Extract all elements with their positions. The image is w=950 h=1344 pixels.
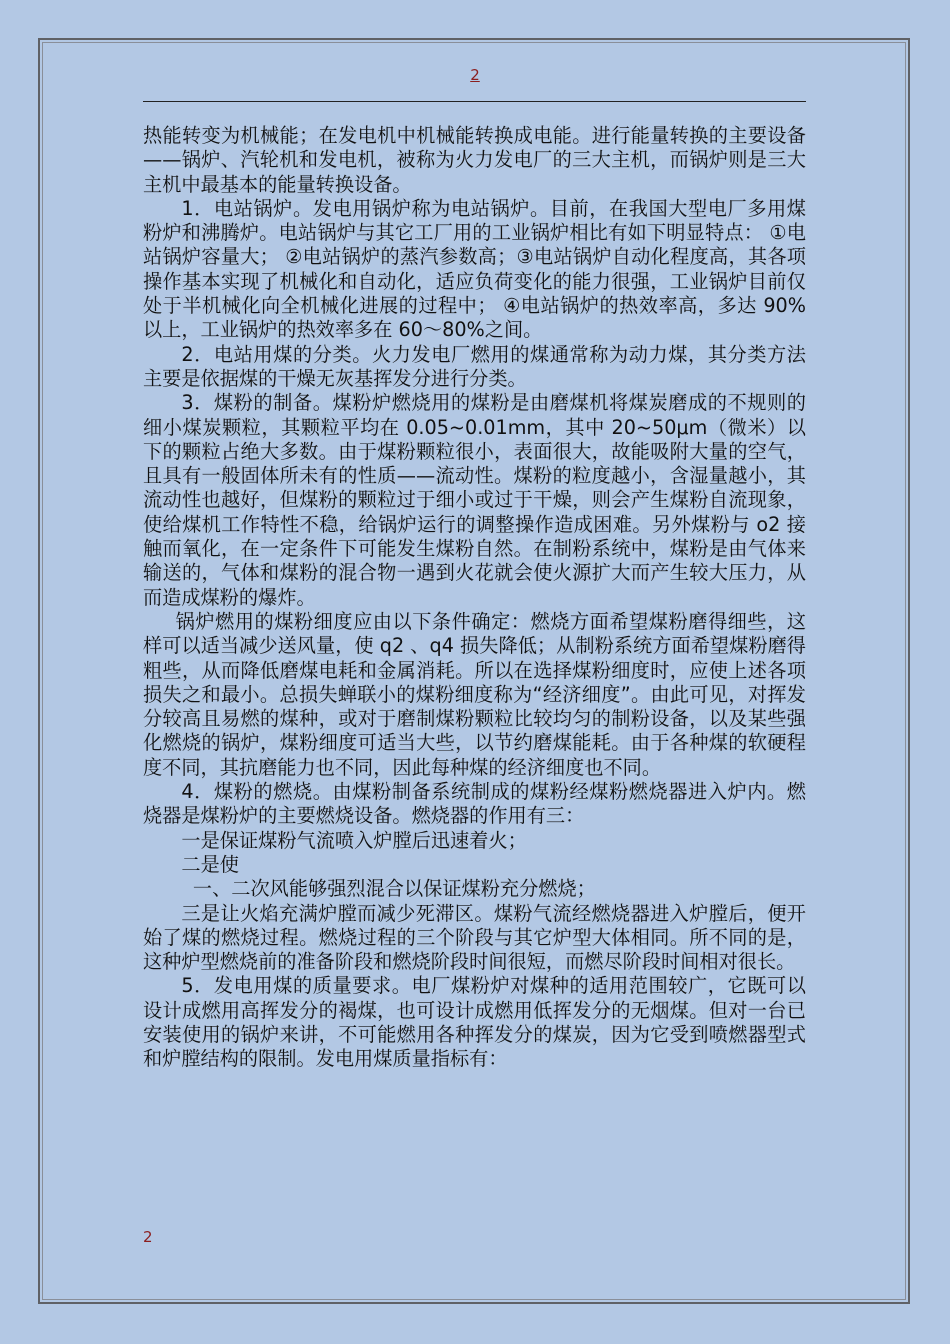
paragraph-pulverized-coal-preparation: 3．煤粉的制备。煤粉炉燃烧用的煤粉是由磨煤机将煤炭磨成的不规则的细小煤炭颗粒，其颗粒平均在 0.05~0.01mm，其中 20~50μm（微米）以下的颗粒占绝大多数。由于煤粉颗粒很小，表面很大，故能吸附大量的空气，且具有一般固体所未有的性质——流动性。煤粉的粒度越小，含湿量越小，其流动性也越好，但煤粉的颗粒过于细小或过于干燥，则会产生煤粉自流现象，使给煤机工作特性不稳，给锅炉运行的调整操作造成困难。另外煤粉与 o2 接触而氧化，在一定条件下可能发生煤粉自然。在制粉系统中，煤粉是由气体来输送的，气体和煤粉的混合物一遇到火花就会使火源扩大而产生较大压力，从而造成煤粉的爆炸。 (143, 391, 806, 609)
paragraph-burner-function-3: 三是让火焰充满炉膛而减少死滞区。煤粉气流经燃烧器进入炉膛后，便开始了煤的燃烧过程。燃烧过程的三个阶段与其它炉型大体相同。所不同的是，这种炉型燃烧前的准备阶段和燃烧阶段时间很短，而燃尽阶段时间相对很长。 (143, 901, 806, 974)
document-body (143, 124, 806, 1072)
paragraph-coal-classification: 2．电站用煤的分类。火力发电厂燃用的煤通常称为动力煤，其分类方法主要是依据煤的干燥无灰基挥发分进行分类。 (143, 342, 806, 390)
paragraph-burner-function-2-start: 二是使 (181, 852, 239, 876)
paragraph-coal-fineness: 锅炉燃用的煤粉细度应由以下条件确定：燃烧方面希望煤粉磨得细些，这样可以适当减少送风量，使 q2 、q4 损失降低；从制粉系统方面希望煤粉磨得粗些，从而降低磨煤电耗和金属消耗。所以在选择煤粉细度时，应使上述各项损失之和最小。总损失蝉联小的煤粉细度称为“经济细度”。由此可见，对挥发分较高且易燃的煤种，或对于磨制煤粉颗粒比较均匀的制粉设备，以及某些强化燃烧的锅炉，煤粉细度可适当大些，以节约磨煤能耗。由于各种煤的软硬程度不同，其抗磨能力也不同，因此每种煤的经济细度也不同。 (143, 609, 806, 779)
paragraph-burner-function-1: 一是保证煤粉气流喷入炉膛后迅速着火； (181, 828, 527, 852)
footer-page-number: 2 (143, 1228, 153, 1246)
header-divider (143, 101, 806, 102)
paragraph-power-boiler: 1．电站锅炉。发电用锅炉称为电站锅炉。目前，在我国大型电厂多用煤粉炉和沸腾炉。电站锅炉与其它工厂用的工业锅炉相比有如下明显特点： ①电站锅炉容量大； ②电站锅炉的蒸汽参数高；③电站锅炉自动化程度高，其各项操作基本实现了机械化和自动化，适应负荷变化的能力很强，工业锅炉目前仅处于半机械化向全机械化进展的过程中； ④电站锅炉的热效率高，多达 90%以上，工业锅炉的热效率多在 60～80%之间。 (143, 196, 806, 342)
paragraph-coal-combustion: 4．煤粉的燃烧。由煤粉制备系统制成的煤粉经煤粉燃烧器进入炉内。燃烧器是煤粉炉的主要燃烧设备。燃烧器的作用有三： (143, 780, 806, 828)
header-page-number: 2 (470, 66, 480, 84)
paragraph-burner-function-2: 一、二次风能够强烈混合以保证煤粉充分燃烧； (192, 877, 596, 901)
paragraph-coal-quality: 5．发电用煤的质量要求。电厂煤粉炉对煤种的适用范围较广，它既可以设计成燃用高挥发分的褐煤，也可设计成燃用低挥发分的无烟煤。但对一台已安装使用的锅炉来讲，不可能燃用各种挥发分的煤炭，因为它受到喷燃器型式和炉膛结构的限制。发电用煤质量指标有： (143, 974, 806, 1071)
paragraph-intro: 热能转变为机械能；在发电机中机械能转换成电能。进行能量转换的主要设备——锅炉、汽轮机和发电机，被称为火力发电厂的三大主机，而锅炉则是三大主机中最基本的能量转换设备。 (143, 124, 806, 196)
